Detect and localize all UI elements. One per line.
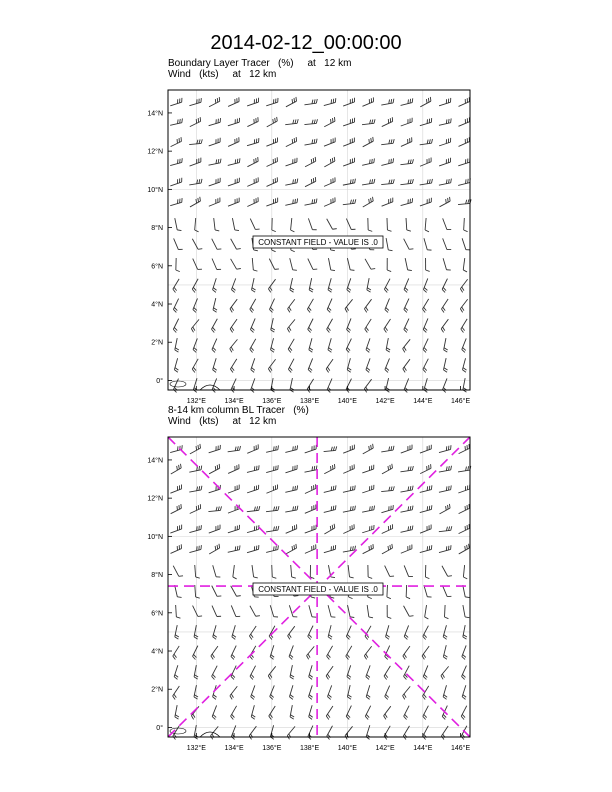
wind-barb bbox=[328, 625, 335, 639]
wind-barb bbox=[250, 685, 258, 699]
wind-barb bbox=[419, 545, 433, 552]
y-tick-label: 8°N bbox=[151, 225, 163, 233]
wind-barb bbox=[383, 666, 394, 680]
wind-barb bbox=[287, 626, 298, 639]
panel2-field-label: 8-14 km column BL Tracer (%) bbox=[168, 405, 309, 416]
wind-barb bbox=[246, 465, 260, 472]
panel1-field-label: Boundary Layer Tracer (%) at 12 km bbox=[168, 58, 352, 69]
wind-barb bbox=[267, 666, 279, 679]
wind-barb bbox=[175, 705, 182, 719]
wind-barb bbox=[270, 604, 278, 618]
wind-barb bbox=[265, 445, 279, 452]
wind-barb bbox=[457, 485, 471, 493]
x-tick-label: 138°E bbox=[299, 745, 320, 752]
wind-barb bbox=[403, 706, 413, 720]
wind-barb bbox=[290, 665, 297, 679]
wind-barb bbox=[227, 505, 241, 514]
y-tick-label: 0° bbox=[156, 724, 163, 732]
wind-barb bbox=[361, 444, 375, 454]
wind-barb bbox=[461, 706, 471, 720]
wind-barb bbox=[367, 605, 373, 619]
wind-barb bbox=[212, 705, 221, 719]
wind-barb bbox=[212, 625, 220, 639]
wind-barb bbox=[443, 685, 451, 699]
wind-barb bbox=[404, 625, 413, 639]
wind-barb bbox=[212, 604, 221, 618]
x-tick-label: 140°E bbox=[337, 398, 357, 405]
x-tick-label: 146°E bbox=[450, 398, 471, 405]
wind-barb bbox=[208, 506, 222, 511]
main-title: 2014-02-12_00:00:00 bbox=[210, 32, 402, 54]
wind-barb bbox=[172, 646, 183, 660]
wind-barb bbox=[400, 466, 414, 472]
wind-barb bbox=[342, 485, 356, 492]
wind-barb bbox=[425, 565, 429, 579]
wind-barb bbox=[249, 626, 260, 639]
wind-barb bbox=[265, 526, 279, 532]
y-tick-label: 2°N bbox=[151, 339, 163, 347]
wind-barb bbox=[189, 466, 203, 473]
wind-barb bbox=[323, 446, 337, 451]
wind-barb bbox=[323, 505, 337, 512]
wind-barb bbox=[348, 604, 355, 618]
wind-barb bbox=[230, 646, 240, 660]
wind-barb bbox=[457, 524, 471, 533]
x-tick-label: 146°E bbox=[450, 745, 471, 752]
wind-barb bbox=[285, 506, 299, 512]
wind-barb bbox=[438, 504, 452, 514]
wind-barb bbox=[266, 506, 280, 512]
wind-barb bbox=[347, 685, 354, 699]
wind-barb bbox=[169, 544, 183, 553]
wind-barb bbox=[306, 646, 318, 659]
x-tick-label: 138°E bbox=[299, 398, 320, 405]
wind-barb bbox=[231, 625, 239, 639]
wind-barb bbox=[303, 544, 317, 553]
wind-barb bbox=[361, 525, 375, 533]
x-tick-label: 136°E bbox=[262, 745, 282, 752]
wind-barb bbox=[188, 444, 202, 454]
wind-barb bbox=[346, 665, 354, 679]
wind-barb bbox=[383, 706, 394, 719]
island-outline bbox=[200, 732, 220, 737]
wind-barb bbox=[346, 706, 355, 720]
wind-barb bbox=[272, 565, 277, 579]
wind-barb bbox=[308, 705, 316, 719]
annotation-text: CONSTANT FIELD - VALUE IS .0 bbox=[258, 585, 378, 594]
wind-barb bbox=[406, 585, 411, 599]
wind-barb bbox=[290, 705, 296, 719]
wind-barb bbox=[381, 446, 395, 452]
wind-barb bbox=[227, 525, 241, 533]
wind-barb bbox=[361, 465, 375, 473]
wind-barb bbox=[348, 565, 354, 579]
wind-barb bbox=[188, 525, 202, 532]
wind-barb bbox=[189, 486, 203, 492]
wind-barb bbox=[246, 485, 260, 493]
wind-barb bbox=[227, 545, 241, 552]
wind-barb bbox=[325, 666, 336, 679]
panel2-wind-label: Wind (kts) at 12 km bbox=[168, 416, 277, 427]
wind-barb bbox=[440, 666, 452, 679]
x-tick-label: 134°E bbox=[224, 745, 244, 752]
wind-barb bbox=[176, 605, 181, 619]
wind-barb bbox=[342, 524, 356, 533]
wind-barb bbox=[195, 585, 200, 599]
wind-barb bbox=[423, 665, 432, 679]
wind-barb bbox=[380, 524, 394, 533]
wind-barb bbox=[246, 545, 260, 553]
wind-barb bbox=[310, 565, 314, 579]
wind-barb bbox=[442, 564, 452, 578]
wind-barb bbox=[303, 504, 317, 513]
wind-barb bbox=[387, 585, 392, 599]
wind-barb bbox=[327, 685, 335, 699]
wind-barb bbox=[443, 625, 451, 639]
wind-barb bbox=[284, 524, 298, 533]
wind-barb bbox=[304, 466, 318, 473]
wind-barb bbox=[381, 486, 395, 491]
y-tick-label: 2°N bbox=[151, 686, 163, 694]
wind-barb bbox=[400, 486, 414, 492]
wind-barb bbox=[361, 485, 375, 493]
wind-barb bbox=[365, 706, 375, 720]
x-tick-label: 136°E bbox=[262, 398, 282, 405]
wind-barb bbox=[418, 464, 432, 473]
y-tick-label: 12°N bbox=[147, 148, 163, 156]
wind-barb bbox=[404, 604, 414, 618]
y-tick-label: 10°N bbox=[147, 186, 163, 194]
wind-barb bbox=[303, 445, 317, 453]
wind-barb bbox=[172, 686, 183, 699]
wind-barb bbox=[303, 525, 317, 533]
wind-barb bbox=[213, 564, 221, 578]
wind-barb bbox=[173, 564, 183, 578]
x-tick-label: 144°E bbox=[413, 745, 433, 752]
wind-barb bbox=[211, 666, 221, 680]
wind-barb bbox=[268, 706, 279, 720]
wind-barb bbox=[424, 605, 430, 619]
wind-barb bbox=[246, 506, 260, 512]
wind-barb bbox=[227, 485, 241, 494]
wind-barb bbox=[387, 605, 391, 619]
x-tick-label: 140°E bbox=[337, 745, 357, 752]
wind-barb bbox=[284, 485, 298, 492]
wind-barb bbox=[194, 685, 201, 699]
wind-barb bbox=[251, 705, 258, 719]
wind-barb bbox=[188, 545, 202, 552]
y-tick-label: 4°N bbox=[151, 301, 163, 309]
wind-barb bbox=[461, 645, 470, 659]
wind-barb bbox=[342, 506, 356, 512]
wind-barb bbox=[463, 604, 469, 618]
wind-barb bbox=[252, 565, 258, 579]
wind-barb bbox=[207, 464, 221, 474]
wind-barb bbox=[385, 564, 394, 578]
wind-barb bbox=[326, 646, 336, 660]
wind-barb bbox=[169, 504, 183, 514]
wind-barb bbox=[323, 485, 337, 492]
wind-barb bbox=[380, 505, 394, 513]
wind-barb bbox=[229, 686, 240, 699]
wind-barb bbox=[380, 544, 394, 554]
wind-barb bbox=[438, 485, 452, 492]
wind-barb bbox=[399, 544, 413, 553]
wind-barb bbox=[322, 464, 336, 474]
y-tick-label: 4°N bbox=[151, 648, 163, 656]
wind-barb bbox=[419, 505, 433, 512]
y-tick-label: 14°N bbox=[147, 457, 163, 465]
wind-barb bbox=[463, 565, 468, 579]
wind-barb bbox=[269, 685, 278, 699]
wind-barb bbox=[270, 645, 278, 659]
wind-barb bbox=[461, 666, 470, 680]
wind-barb bbox=[363, 646, 374, 659]
wind-barb bbox=[289, 645, 298, 659]
x-tick-label: 132°E bbox=[186, 398, 206, 405]
wind-barb bbox=[404, 564, 413, 578]
wind-barb bbox=[307, 626, 317, 640]
wind-barb bbox=[308, 685, 316, 699]
x-tick-label: 142°E bbox=[375, 398, 395, 405]
wind-barb bbox=[400, 506, 414, 513]
wind-barb bbox=[265, 465, 279, 472]
wind-barb bbox=[291, 565, 296, 579]
wind-barb bbox=[345, 646, 355, 660]
wind-barb bbox=[419, 445, 433, 453]
wind-barb bbox=[402, 646, 413, 659]
wind-barb bbox=[438, 526, 452, 531]
wind-barb bbox=[399, 445, 413, 453]
wind-barb bbox=[210, 646, 221, 659]
wind-barb bbox=[265, 545, 279, 552]
annotation-text: CONSTANT FIELD - VALUE IS .0 bbox=[258, 238, 378, 247]
x-tick-label: 144°E bbox=[413, 398, 433, 405]
wind-barb bbox=[246, 444, 260, 453]
wind-barb bbox=[422, 706, 432, 720]
wind-barb bbox=[403, 666, 413, 680]
wind-barb bbox=[457, 504, 471, 514]
wind-barb bbox=[192, 646, 202, 660]
wind-barb bbox=[226, 464, 240, 473]
wind-barb bbox=[342, 445, 356, 454]
wind-barb bbox=[193, 604, 203, 618]
wind-barb bbox=[384, 686, 393, 700]
wind-barb bbox=[308, 665, 316, 679]
wind-barb bbox=[380, 464, 394, 474]
wind-barb bbox=[194, 665, 200, 679]
wind-barb bbox=[462, 685, 470, 699]
wind-barb bbox=[368, 565, 372, 579]
wind-barb bbox=[169, 464, 183, 474]
wind-barb bbox=[322, 524, 336, 534]
wind-barb bbox=[284, 465, 298, 473]
panel1-wind-label: Wind (kts) at 12 km bbox=[168, 69, 277, 80]
wind-barb bbox=[284, 445, 298, 452]
wind-barb bbox=[250, 604, 260, 618]
y-tick-label: 14°N bbox=[147, 110, 163, 118]
wind-barb bbox=[233, 565, 239, 579]
x-tick-label: 132°E bbox=[186, 745, 206, 752]
wind-barb bbox=[328, 604, 335, 618]
wind-barb bbox=[207, 544, 221, 554]
wind-barb bbox=[174, 665, 182, 679]
wind-barb bbox=[438, 445, 452, 452]
wind-barb bbox=[361, 544, 375, 554]
wind-barb bbox=[419, 525, 433, 534]
x-tick-label: 134°E bbox=[224, 398, 244, 405]
wind-barb bbox=[227, 446, 241, 452]
wind-barb bbox=[169, 525, 183, 533]
wind-barb bbox=[303, 484, 317, 493]
wind-barb bbox=[207, 445, 221, 453]
wind-barb bbox=[169, 445, 183, 452]
y-tick-label: 10°N bbox=[147, 533, 163, 541]
wind-barb bbox=[309, 604, 316, 618]
wind-barb bbox=[361, 506, 375, 513]
wind-barb bbox=[444, 605, 449, 619]
wind-barb bbox=[289, 685, 297, 699]
wind-barb bbox=[207, 525, 221, 533]
wind-barb bbox=[249, 666, 259, 680]
y-tick-label: 8°N bbox=[151, 572, 163, 580]
y-tick-label: 12°N bbox=[147, 495, 163, 503]
wind-barb bbox=[438, 545, 452, 552]
wind-barb bbox=[402, 686, 414, 699]
wind-barb bbox=[457, 466, 471, 472]
wind-barb bbox=[422, 626, 432, 640]
wind-barb bbox=[188, 504, 202, 513]
wind-barb bbox=[385, 625, 393, 639]
wind-barb bbox=[249, 646, 259, 660]
wind-barb bbox=[284, 544, 298, 554]
y-tick-label: 6°N bbox=[151, 610, 163, 618]
wind-barb bbox=[457, 544, 471, 554]
y-tick-label: 0° bbox=[156, 377, 163, 385]
wind-barb bbox=[230, 706, 240, 720]
wind-barb bbox=[231, 604, 240, 618]
wind-barb bbox=[169, 485, 183, 494]
wind-barb bbox=[438, 466, 452, 472]
wind-barb bbox=[325, 706, 336, 719]
wind-barb bbox=[323, 545, 337, 553]
wind-barb bbox=[365, 665, 374, 679]
x-tick-label: 142°E bbox=[375, 745, 395, 752]
wind-barb bbox=[443, 645, 450, 659]
wind-barb bbox=[195, 565, 200, 579]
wind-barb bbox=[246, 525, 260, 533]
wind-barb bbox=[366, 685, 374, 699]
y-tick-label: 6°N bbox=[151, 263, 163, 271]
wind-barb bbox=[342, 464, 356, 473]
wind-barb bbox=[400, 526, 414, 533]
wind-barb bbox=[289, 604, 297, 618]
